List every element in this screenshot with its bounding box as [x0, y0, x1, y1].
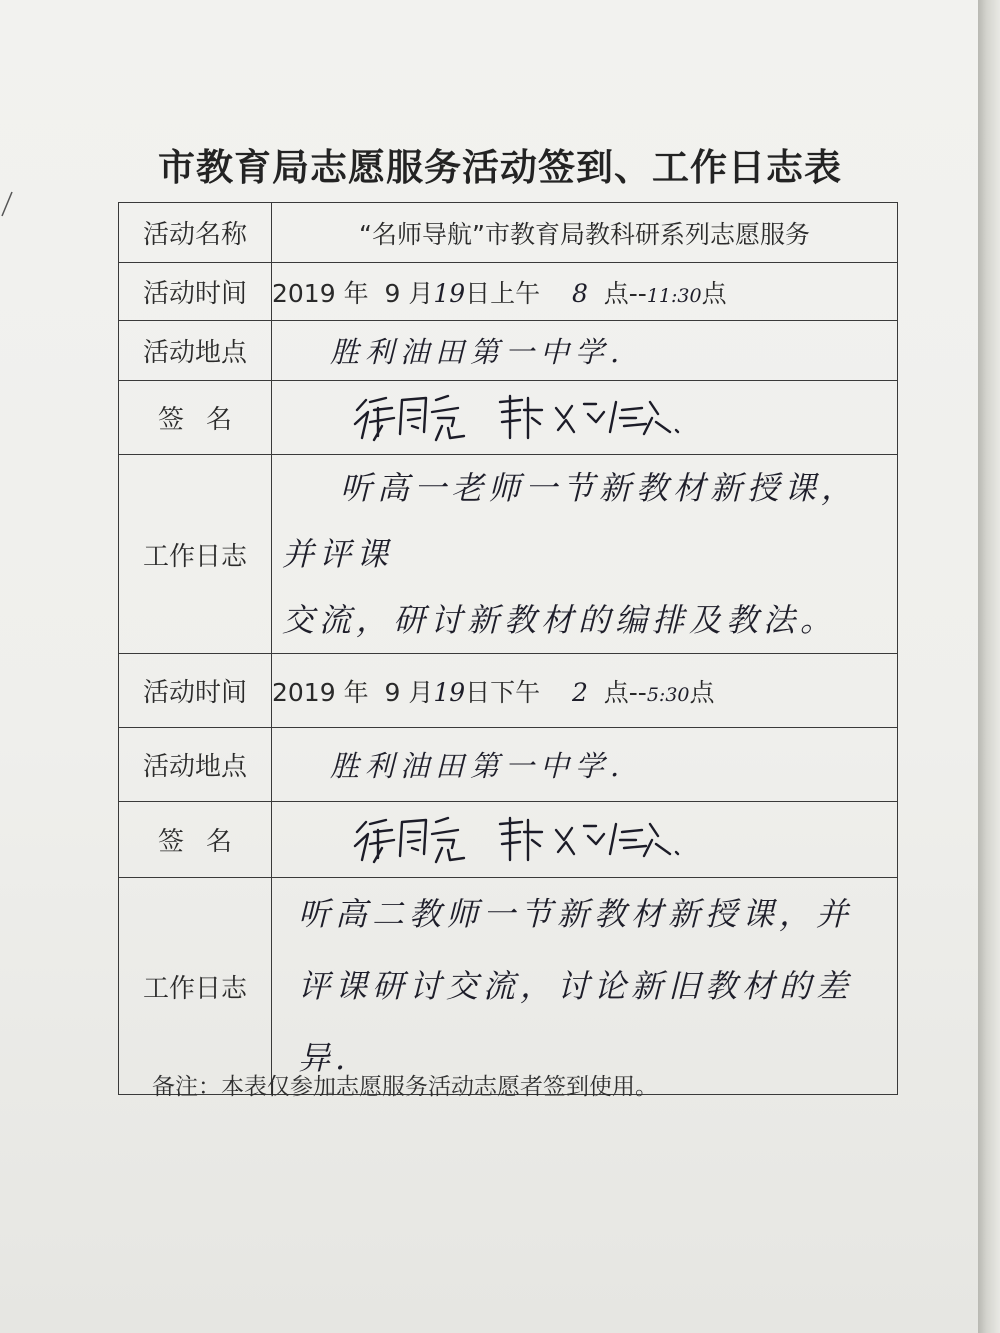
value-time-morning — [272, 263, 898, 321]
place-afternoon-handwritten: 胜利油田第一中学. — [330, 749, 626, 783]
label-sign-afternoon: 签名 — [119, 802, 272, 878]
label-activity-name: 活动名称 — [119, 203, 272, 263]
time-suffix: 日上午 — [465, 278, 541, 308]
pencil-mark-icon — [0, 190, 16, 218]
time-day-handwritten: 19 — [433, 278, 466, 308]
signatures-afternoon — [272, 810, 897, 870]
time-year: 2019 年 — [272, 677, 369, 707]
row-log-afternoon — [119, 878, 898, 1095]
label-log-afternoon: 工作日志 — [119, 878, 272, 1095]
time-mid: 点-- — [603, 278, 647, 308]
row-sign-afternoon — [119, 802, 898, 878]
label-place-afternoon: 活动地点 — [119, 728, 272, 802]
row-log-morning — [119, 455, 898, 654]
time-end-unit: 点 — [701, 278, 727, 308]
label-sign-morning: 签名 — [119, 381, 272, 455]
log-morning-line-2: 交流，研讨新教材的编排及教法。 — [282, 601, 838, 639]
time-start-handwritten: 8 — [571, 278, 588, 308]
form-title: 市教育局志愿服务活动签到、工作日志表 — [158, 145, 842, 189]
row-sign-morning — [119, 381, 898, 455]
log-afternoon-line-2: 评课研讨交流，讨论新旧教材的差异. — [298, 967, 854, 1077]
time-month: 9 月 — [384, 677, 434, 707]
page-edge-shadow — [978, 0, 1000, 1333]
time-day-handwritten: 19 — [433, 677, 466, 707]
log-morning-handwritten — [272, 455, 897, 653]
signin-log-table — [118, 202, 898, 1095]
signatures-morning — [272, 388, 897, 448]
label-time-morning: 活动时间 — [119, 263, 272, 321]
row-place-afternoon — [119, 728, 898, 802]
log-morning-line-1: 听高一老师一节新教材新授课，并评课 — [282, 469, 859, 573]
row-time-morning — [119, 263, 898, 321]
handwritten-signature-image — [352, 810, 682, 870]
label-place-morning: 活动地点 — [119, 321, 272, 381]
value-time-afternoon — [272, 654, 898, 728]
time-month: 9 月 — [384, 278, 434, 308]
row-place-morning — [119, 321, 898, 381]
place-morning-handwritten: 胜利油田第一中学. — [330, 335, 626, 369]
log-afternoon-line-1: 听高二教师一节新教材新授课，并 — [298, 895, 854, 933]
time-mid: 点-- — [603, 677, 647, 707]
handwritten-signature-image — [352, 388, 682, 448]
row-time-afternoon — [119, 654, 898, 728]
value-activity-name: “名师导航”市教育局教科研系列志愿服务 — [272, 203, 898, 263]
label-log-morning: 工作日志 — [119, 455, 272, 654]
time-suffix: 日下午 — [465, 677, 541, 707]
time-end-unit: 点 — [689, 677, 715, 707]
row-activity-name — [119, 203, 898, 263]
time-start-handwritten: 2 — [571, 677, 588, 707]
log-afternoon-handwritten — [272, 878, 897, 1094]
footer-note: 备注：本表仅参加志愿服务活动志愿者签到使用。 — [152, 1074, 658, 1100]
time-year: 2019 年 — [272, 278, 369, 308]
label-time-afternoon: 活动时间 — [119, 654, 272, 728]
time-end-handwritten: 5:30 — [646, 683, 690, 706]
time-end-handwritten: 11:30 — [646, 284, 702, 307]
